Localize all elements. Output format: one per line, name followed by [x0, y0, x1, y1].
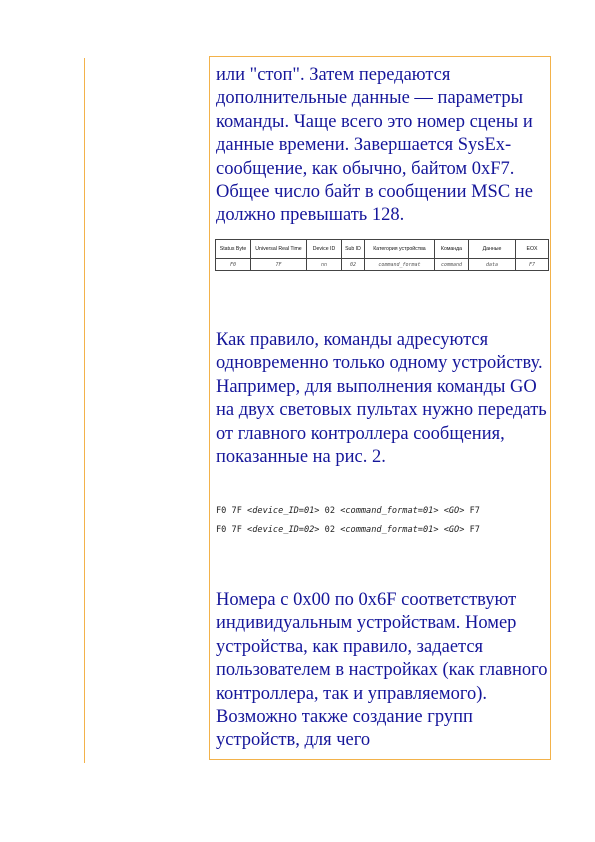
- code-line-2: [216, 525, 551, 535]
- paragraph-3: Номера с 0x00 по 0x6F соответствуют индивидуальным устройствам. Номер устройства, как правило, задается пользователем в настройках (как главного контроллера, так и управляемого). Возможно также создание групп устройств, для чего: [216, 590, 548, 751]
- code-prefix: F0 7F: [216, 525, 248, 535]
- table-cell: 7F: [251, 259, 307, 271]
- table-cell: F7: [516, 259, 549, 271]
- code-sub-id: 02: [319, 525, 341, 535]
- table-cell: 02: [342, 259, 365, 271]
- paragraph-1: или "стоп". Затем передаются дополнительные данные — параметры команды. Чаще всего это номер сцены и данные времени. Завершается SysEx-сообщение, как обычно, байтом 0xF7. Общее число байт в сообщении MSC не должно превышать 128.: [216, 65, 533, 226]
- code-eox: F7: [464, 525, 480, 535]
- table-header-row: [216, 240, 549, 259]
- table-cell: nn: [307, 259, 342, 271]
- table-cell: data: [469, 259, 516, 271]
- code-eox: F7: [464, 506, 480, 516]
- table-header-cell: Status Byte: [216, 240, 251, 259]
- left-margin-rule: [84, 58, 85, 763]
- code-command: <GO>: [443, 506, 465, 516]
- table-header-cell: Universal Real Time: [251, 240, 307, 259]
- code-sub-id: 02: [319, 506, 341, 516]
- msc-message-table: [215, 239, 549, 271]
- table-header-cell: Device ID: [307, 240, 342, 259]
- table-header-cell: Данные: [469, 240, 516, 259]
- table-cell: command_format: [365, 259, 435, 271]
- code-line-1: [216, 506, 551, 516]
- code-device-id: <device_ID=02>: [247, 525, 320, 535]
- paragraph-2: Как правило, команды адресуются одновременно только одному устройству. Например, для выполнения команды GO на двух световых пультах нужно передать от главного контроллера сообщения, показанные на рис. 2.: [216, 330, 547, 468]
- code-command: <GO>: [443, 525, 465, 535]
- code-command-format: <command_format=01>: [340, 506, 439, 516]
- code-device-id: <device_ID=01>: [247, 506, 320, 516]
- code-prefix: F0 7F: [216, 506, 248, 516]
- table-header-cell: Sub ID: [342, 240, 365, 259]
- table-header-cell: EOX: [516, 240, 549, 259]
- code-command-format: <command_format=01>: [340, 525, 439, 535]
- table-cell: command: [435, 259, 469, 271]
- table-cell: F0: [216, 259, 251, 271]
- table-row: [216, 259, 549, 271]
- table-header-cell: Категория устройства: [365, 240, 435, 259]
- table-header-cell: Команда: [435, 240, 469, 259]
